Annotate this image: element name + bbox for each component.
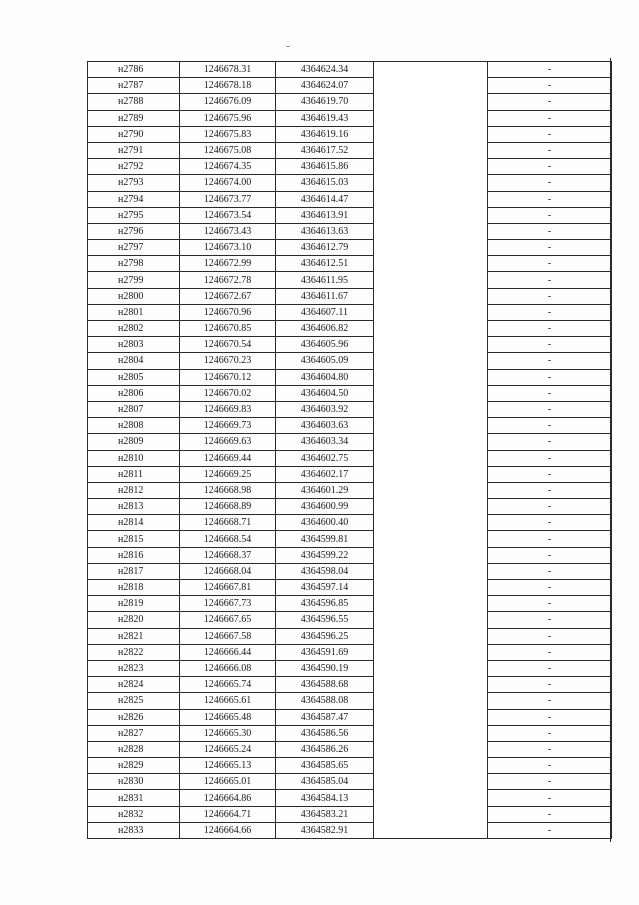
coordinates-table-body <box>88 62 612 839</box>
blank-cell <box>374 515 488 531</box>
blank-cell <box>374 741 488 757</box>
blank-cell <box>374 677 488 693</box>
description-cell: - <box>488 644 612 660</box>
blank-cell <box>374 612 488 628</box>
blank-cell <box>374 644 488 660</box>
table-row <box>88 159 612 175</box>
point-name-cell: н2819 <box>88 596 180 612</box>
scan-speck <box>286 46 290 47</box>
y-coordinate-cell: 4364615.86 <box>276 159 374 175</box>
table-row <box>88 596 612 612</box>
description-cell: - <box>488 547 612 563</box>
y-coordinate-cell: 4364613.91 <box>276 207 374 223</box>
blank-cell <box>374 547 488 563</box>
x-coordinate-cell: 1246665.24 <box>180 741 276 757</box>
description-cell: - <box>488 758 612 774</box>
blank-cell <box>374 337 488 353</box>
x-coordinate-cell: 1246674.00 <box>180 175 276 191</box>
blank-cell <box>374 369 488 385</box>
table-row <box>88 256 612 272</box>
description-cell: - <box>488 482 612 498</box>
y-coordinate-cell: 4364582.91 <box>276 822 374 838</box>
x-coordinate-cell: 1246665.48 <box>180 709 276 725</box>
y-coordinate-cell: 4364601.29 <box>276 482 374 498</box>
table-row <box>88 272 612 288</box>
y-coordinate-cell: 4364596.55 <box>276 612 374 628</box>
blank-cell <box>374 709 488 725</box>
y-coordinate-cell: 4364588.08 <box>276 693 374 709</box>
point-name-cell: н2818 <box>88 580 180 596</box>
blank-cell <box>374 207 488 223</box>
table-row <box>88 434 612 450</box>
description-cell: - <box>488 304 612 320</box>
y-coordinate-cell: 4364586.56 <box>276 725 374 741</box>
point-name-cell: н2799 <box>88 272 180 288</box>
y-coordinate-cell: 4364584.13 <box>276 790 374 806</box>
y-coordinate-cell: 4364599.81 <box>276 531 374 547</box>
x-coordinate-cell: 1246670.02 <box>180 385 276 401</box>
y-coordinate-cell: 4364605.96 <box>276 337 374 353</box>
table-row <box>88 126 612 142</box>
point-name-cell: н2814 <box>88 515 180 531</box>
y-coordinate-cell: 4364612.79 <box>276 240 374 256</box>
blank-cell <box>374 434 488 450</box>
x-coordinate-cell: 1246673.54 <box>180 207 276 223</box>
y-coordinate-cell: 4364600.99 <box>276 499 374 515</box>
x-coordinate-cell: 1246665.61 <box>180 693 276 709</box>
y-coordinate-cell: 4364590.19 <box>276 660 374 676</box>
y-coordinate-cell: 4364585.65 <box>276 758 374 774</box>
description-cell: - <box>488 515 612 531</box>
coordinates-table <box>87 61 612 839</box>
x-coordinate-cell: 1246678.31 <box>180 62 276 78</box>
table-row <box>88 62 612 78</box>
x-coordinate-cell: 1246665.74 <box>180 677 276 693</box>
blank-cell <box>374 191 488 207</box>
y-coordinate-cell: 4364583.21 <box>276 806 374 822</box>
point-name-cell: н2787 <box>88 78 180 94</box>
y-coordinate-cell: 4364624.34 <box>276 62 374 78</box>
point-name-cell: н2820 <box>88 612 180 628</box>
table-row <box>88 385 612 401</box>
blank-cell <box>374 223 488 239</box>
x-coordinate-cell: 1246666.44 <box>180 644 276 660</box>
blank-cell <box>374 94 488 110</box>
y-coordinate-cell: 4364611.95 <box>276 272 374 288</box>
x-coordinate-cell: 1246669.63 <box>180 434 276 450</box>
blank-cell <box>374 466 488 482</box>
table-row <box>88 725 612 741</box>
description-cell: - <box>488 337 612 353</box>
blank-cell <box>374 385 488 401</box>
x-coordinate-cell: 1246668.37 <box>180 547 276 563</box>
table-row <box>88 693 612 709</box>
point-name-cell: н2823 <box>88 660 180 676</box>
x-coordinate-cell: 1246664.71 <box>180 806 276 822</box>
description-cell: - <box>488 159 612 175</box>
y-coordinate-cell: 4364603.63 <box>276 418 374 434</box>
y-coordinate-cell: 4364619.70 <box>276 94 374 110</box>
description-cell: - <box>488 175 612 191</box>
description-cell: - <box>488 741 612 757</box>
blank-cell <box>374 240 488 256</box>
description-cell: - <box>488 822 612 838</box>
x-coordinate-cell: 1246669.73 <box>180 418 276 434</box>
table-row <box>88 450 612 466</box>
point-name-cell: н2821 <box>88 628 180 644</box>
table-row <box>88 644 612 660</box>
x-coordinate-cell: 1246665.01 <box>180 774 276 790</box>
description-cell: - <box>488 790 612 806</box>
blank-cell <box>374 159 488 175</box>
point-name-cell: н2788 <box>88 94 180 110</box>
blank-cell <box>374 725 488 741</box>
description-cell: - <box>488 272 612 288</box>
table-row <box>88 515 612 531</box>
x-coordinate-cell: 1246673.77 <box>180 191 276 207</box>
x-coordinate-cell: 1246674.35 <box>180 159 276 175</box>
point-name-cell: н2813 <box>88 499 180 515</box>
x-coordinate-cell: 1246669.25 <box>180 466 276 482</box>
point-name-cell: н2791 <box>88 142 180 158</box>
x-coordinate-cell: 1246667.81 <box>180 580 276 596</box>
y-coordinate-cell: 4364603.34 <box>276 434 374 450</box>
point-name-cell: н2804 <box>88 353 180 369</box>
x-coordinate-cell: 1246676.09 <box>180 94 276 110</box>
blank-cell <box>374 806 488 822</box>
table-row <box>88 482 612 498</box>
point-name-cell: н2825 <box>88 693 180 709</box>
table-row <box>88 531 612 547</box>
table-row <box>88 78 612 94</box>
description-cell: - <box>488 78 612 94</box>
table-row <box>88 466 612 482</box>
point-name-cell: н2790 <box>88 126 180 142</box>
point-name-cell: н2807 <box>88 401 180 417</box>
blank-cell <box>374 774 488 790</box>
x-coordinate-cell: 1246672.99 <box>180 256 276 272</box>
description-cell: - <box>488 709 612 725</box>
description-cell: - <box>488 256 612 272</box>
y-coordinate-cell: 4364617.52 <box>276 142 374 158</box>
y-coordinate-cell: 4364604.50 <box>276 385 374 401</box>
blank-cell <box>374 563 488 579</box>
table-row <box>88 499 612 515</box>
table-row <box>88 94 612 110</box>
blank-cell <box>374 628 488 644</box>
y-coordinate-cell: 4364602.17 <box>276 466 374 482</box>
point-name-cell: н2831 <box>88 790 180 806</box>
x-coordinate-cell: 1246668.54 <box>180 531 276 547</box>
point-name-cell: н2832 <box>88 806 180 822</box>
description-cell: - <box>488 677 612 693</box>
y-coordinate-cell: 4364586.26 <box>276 741 374 757</box>
y-coordinate-cell: 4364602.75 <box>276 450 374 466</box>
y-coordinate-cell: 4364587.47 <box>276 709 374 725</box>
x-coordinate-cell: 1246668.71 <box>180 515 276 531</box>
point-name-cell: н2802 <box>88 321 180 337</box>
x-coordinate-cell: 1246664.66 <box>180 822 276 838</box>
y-coordinate-cell: 4364596.85 <box>276 596 374 612</box>
y-coordinate-cell: 4364619.43 <box>276 110 374 126</box>
point-name-cell: н2792 <box>88 159 180 175</box>
description-cell: - <box>488 288 612 304</box>
description-cell: - <box>488 693 612 709</box>
table-row <box>88 660 612 676</box>
point-name-cell: н2828 <box>88 741 180 757</box>
table-row <box>88 353 612 369</box>
point-name-cell: н2798 <box>88 256 180 272</box>
point-name-cell: н2817 <box>88 563 180 579</box>
description-cell: - <box>488 62 612 78</box>
blank-cell <box>374 482 488 498</box>
y-coordinate-cell: 4364607.11 <box>276 304 374 320</box>
description-cell: - <box>488 240 612 256</box>
x-coordinate-cell: 1246665.13 <box>180 758 276 774</box>
x-coordinate-cell: 1246673.10 <box>180 240 276 256</box>
table-row <box>88 337 612 353</box>
blank-cell <box>374 142 488 158</box>
blank-cell <box>374 450 488 466</box>
x-coordinate-cell: 1246670.54 <box>180 337 276 353</box>
point-name-cell: н2795 <box>88 207 180 223</box>
description-cell: - <box>488 725 612 741</box>
blank-cell <box>374 304 488 320</box>
y-coordinate-cell: 4364596.25 <box>276 628 374 644</box>
description-cell: - <box>488 434 612 450</box>
description-cell: - <box>488 142 612 158</box>
y-coordinate-cell: 4364591.69 <box>276 644 374 660</box>
page-frame-right-rule <box>610 58 611 842</box>
description-cell: - <box>488 353 612 369</box>
table-row <box>88 321 612 337</box>
description-cell: - <box>488 628 612 644</box>
table-row <box>88 628 612 644</box>
x-coordinate-cell: 1246667.58 <box>180 628 276 644</box>
description-cell: - <box>488 207 612 223</box>
description-cell: - <box>488 321 612 337</box>
x-coordinate-cell: 1246673.43 <box>180 223 276 239</box>
table-row <box>88 223 612 239</box>
point-name-cell: н2797 <box>88 240 180 256</box>
table-row <box>88 758 612 774</box>
description-cell: - <box>488 418 612 434</box>
blank-cell <box>374 580 488 596</box>
blank-cell <box>374 110 488 126</box>
point-name-cell: н2824 <box>88 677 180 693</box>
y-coordinate-cell: 4364599.22 <box>276 547 374 563</box>
table-row <box>88 741 612 757</box>
table-row <box>88 207 612 223</box>
x-coordinate-cell: 1246670.85 <box>180 321 276 337</box>
x-coordinate-cell: 1246675.08 <box>180 142 276 158</box>
description-cell: - <box>488 774 612 790</box>
table-row <box>88 580 612 596</box>
description-cell: - <box>488 660 612 676</box>
table-row <box>88 790 612 806</box>
x-coordinate-cell: 1246678.18 <box>180 78 276 94</box>
blank-cell <box>374 321 488 337</box>
x-coordinate-cell: 1246675.96 <box>180 110 276 126</box>
y-coordinate-cell: 4364615.03 <box>276 175 374 191</box>
x-coordinate-cell: 1246672.67 <box>180 288 276 304</box>
point-name-cell: н2829 <box>88 758 180 774</box>
point-name-cell: н2789 <box>88 110 180 126</box>
x-coordinate-cell: 1246670.96 <box>180 304 276 320</box>
table-row <box>88 369 612 385</box>
point-name-cell: н2833 <box>88 822 180 838</box>
blank-cell <box>374 660 488 676</box>
x-coordinate-cell: 1246664.86 <box>180 790 276 806</box>
blank-cell <box>374 758 488 774</box>
y-coordinate-cell: 4364597.14 <box>276 580 374 596</box>
table-row <box>88 418 612 434</box>
point-name-cell: н2815 <box>88 531 180 547</box>
point-name-cell: н2808 <box>88 418 180 434</box>
y-coordinate-cell: 4364612.51 <box>276 256 374 272</box>
y-coordinate-cell: 4364585.04 <box>276 774 374 790</box>
x-coordinate-cell: 1246669.44 <box>180 450 276 466</box>
x-coordinate-cell: 1246672.78 <box>180 272 276 288</box>
blank-cell <box>374 822 488 838</box>
x-coordinate-cell: 1246670.23 <box>180 353 276 369</box>
point-name-cell: н2812 <box>88 482 180 498</box>
blank-cell <box>374 62 488 78</box>
table-row <box>88 563 612 579</box>
point-name-cell: н2826 <box>88 709 180 725</box>
y-coordinate-cell: 4364604.80 <box>276 369 374 385</box>
description-cell: - <box>488 531 612 547</box>
point-name-cell: н2800 <box>88 288 180 304</box>
description-cell: - <box>488 499 612 515</box>
y-coordinate-cell: 4364613.63 <box>276 223 374 239</box>
point-name-cell: н2796 <box>88 223 180 239</box>
blank-cell <box>374 418 488 434</box>
x-coordinate-cell: 1246669.83 <box>180 401 276 417</box>
point-name-cell: н2794 <box>88 191 180 207</box>
point-name-cell: н2786 <box>88 62 180 78</box>
table-row <box>88 806 612 822</box>
point-name-cell: н2816 <box>88 547 180 563</box>
point-name-cell: н2822 <box>88 644 180 660</box>
table-row <box>88 175 612 191</box>
blank-cell <box>374 175 488 191</box>
blank-cell <box>374 693 488 709</box>
description-cell: - <box>488 450 612 466</box>
blank-cell <box>374 401 488 417</box>
x-coordinate-cell: 1246675.83 <box>180 126 276 142</box>
description-cell: - <box>488 466 612 482</box>
x-coordinate-cell: 1246670.12 <box>180 369 276 385</box>
description-cell: - <box>488 401 612 417</box>
blank-cell <box>374 790 488 806</box>
table-row <box>88 304 612 320</box>
x-coordinate-cell: 1246668.04 <box>180 563 276 579</box>
description-cell: - <box>488 369 612 385</box>
table-row <box>88 288 612 304</box>
description-cell: - <box>488 385 612 401</box>
blank-cell <box>374 353 488 369</box>
y-coordinate-cell: 4364598.04 <box>276 563 374 579</box>
table-row <box>88 110 612 126</box>
table-row <box>88 822 612 838</box>
blank-cell <box>374 288 488 304</box>
description-cell: - <box>488 806 612 822</box>
blank-cell <box>374 596 488 612</box>
description-cell: - <box>488 191 612 207</box>
table-row <box>88 612 612 628</box>
y-coordinate-cell: 4364611.67 <box>276 288 374 304</box>
x-coordinate-cell: 1246668.98 <box>180 482 276 498</box>
table-row <box>88 547 612 563</box>
point-name-cell: н2827 <box>88 725 180 741</box>
blank-cell <box>374 78 488 94</box>
y-coordinate-cell: 4364619.16 <box>276 126 374 142</box>
point-name-cell: н2809 <box>88 434 180 450</box>
y-coordinate-cell: 4364614.47 <box>276 191 374 207</box>
point-name-cell: н2830 <box>88 774 180 790</box>
y-coordinate-cell: 4364600.40 <box>276 515 374 531</box>
blank-cell <box>374 272 488 288</box>
description-cell: - <box>488 94 612 110</box>
point-name-cell: н2810 <box>88 450 180 466</box>
blank-cell <box>374 499 488 515</box>
description-cell: - <box>488 580 612 596</box>
blank-cell <box>374 256 488 272</box>
x-coordinate-cell: 1246668.89 <box>180 499 276 515</box>
y-coordinate-cell: 4364624.07 <box>276 78 374 94</box>
table-row <box>88 401 612 417</box>
table-row <box>88 191 612 207</box>
y-coordinate-cell: 4364588.68 <box>276 677 374 693</box>
x-coordinate-cell: 1246667.65 <box>180 612 276 628</box>
y-coordinate-cell: 4364603.92 <box>276 401 374 417</box>
table-row <box>88 142 612 158</box>
table-row <box>88 774 612 790</box>
description-cell: - <box>488 612 612 628</box>
x-coordinate-cell: 1246665.30 <box>180 725 276 741</box>
table-row <box>88 709 612 725</box>
blank-cell <box>374 126 488 142</box>
description-cell: - <box>488 596 612 612</box>
point-name-cell: н2805 <box>88 369 180 385</box>
point-name-cell: н2811 <box>88 466 180 482</box>
point-name-cell: н2801 <box>88 304 180 320</box>
point-name-cell: н2806 <box>88 385 180 401</box>
y-coordinate-cell: 4364605.09 <box>276 353 374 369</box>
description-cell: - <box>488 563 612 579</box>
point-name-cell: н2803 <box>88 337 180 353</box>
table-row <box>88 240 612 256</box>
y-coordinate-cell: 4364606.82 <box>276 321 374 337</box>
x-coordinate-cell: 1246666.08 <box>180 660 276 676</box>
point-name-cell: н2793 <box>88 175 180 191</box>
description-cell: - <box>488 110 612 126</box>
description-cell: - <box>488 126 612 142</box>
x-coordinate-cell: 1246667.73 <box>180 596 276 612</box>
description-cell: - <box>488 223 612 239</box>
table-row <box>88 677 612 693</box>
blank-cell <box>374 531 488 547</box>
